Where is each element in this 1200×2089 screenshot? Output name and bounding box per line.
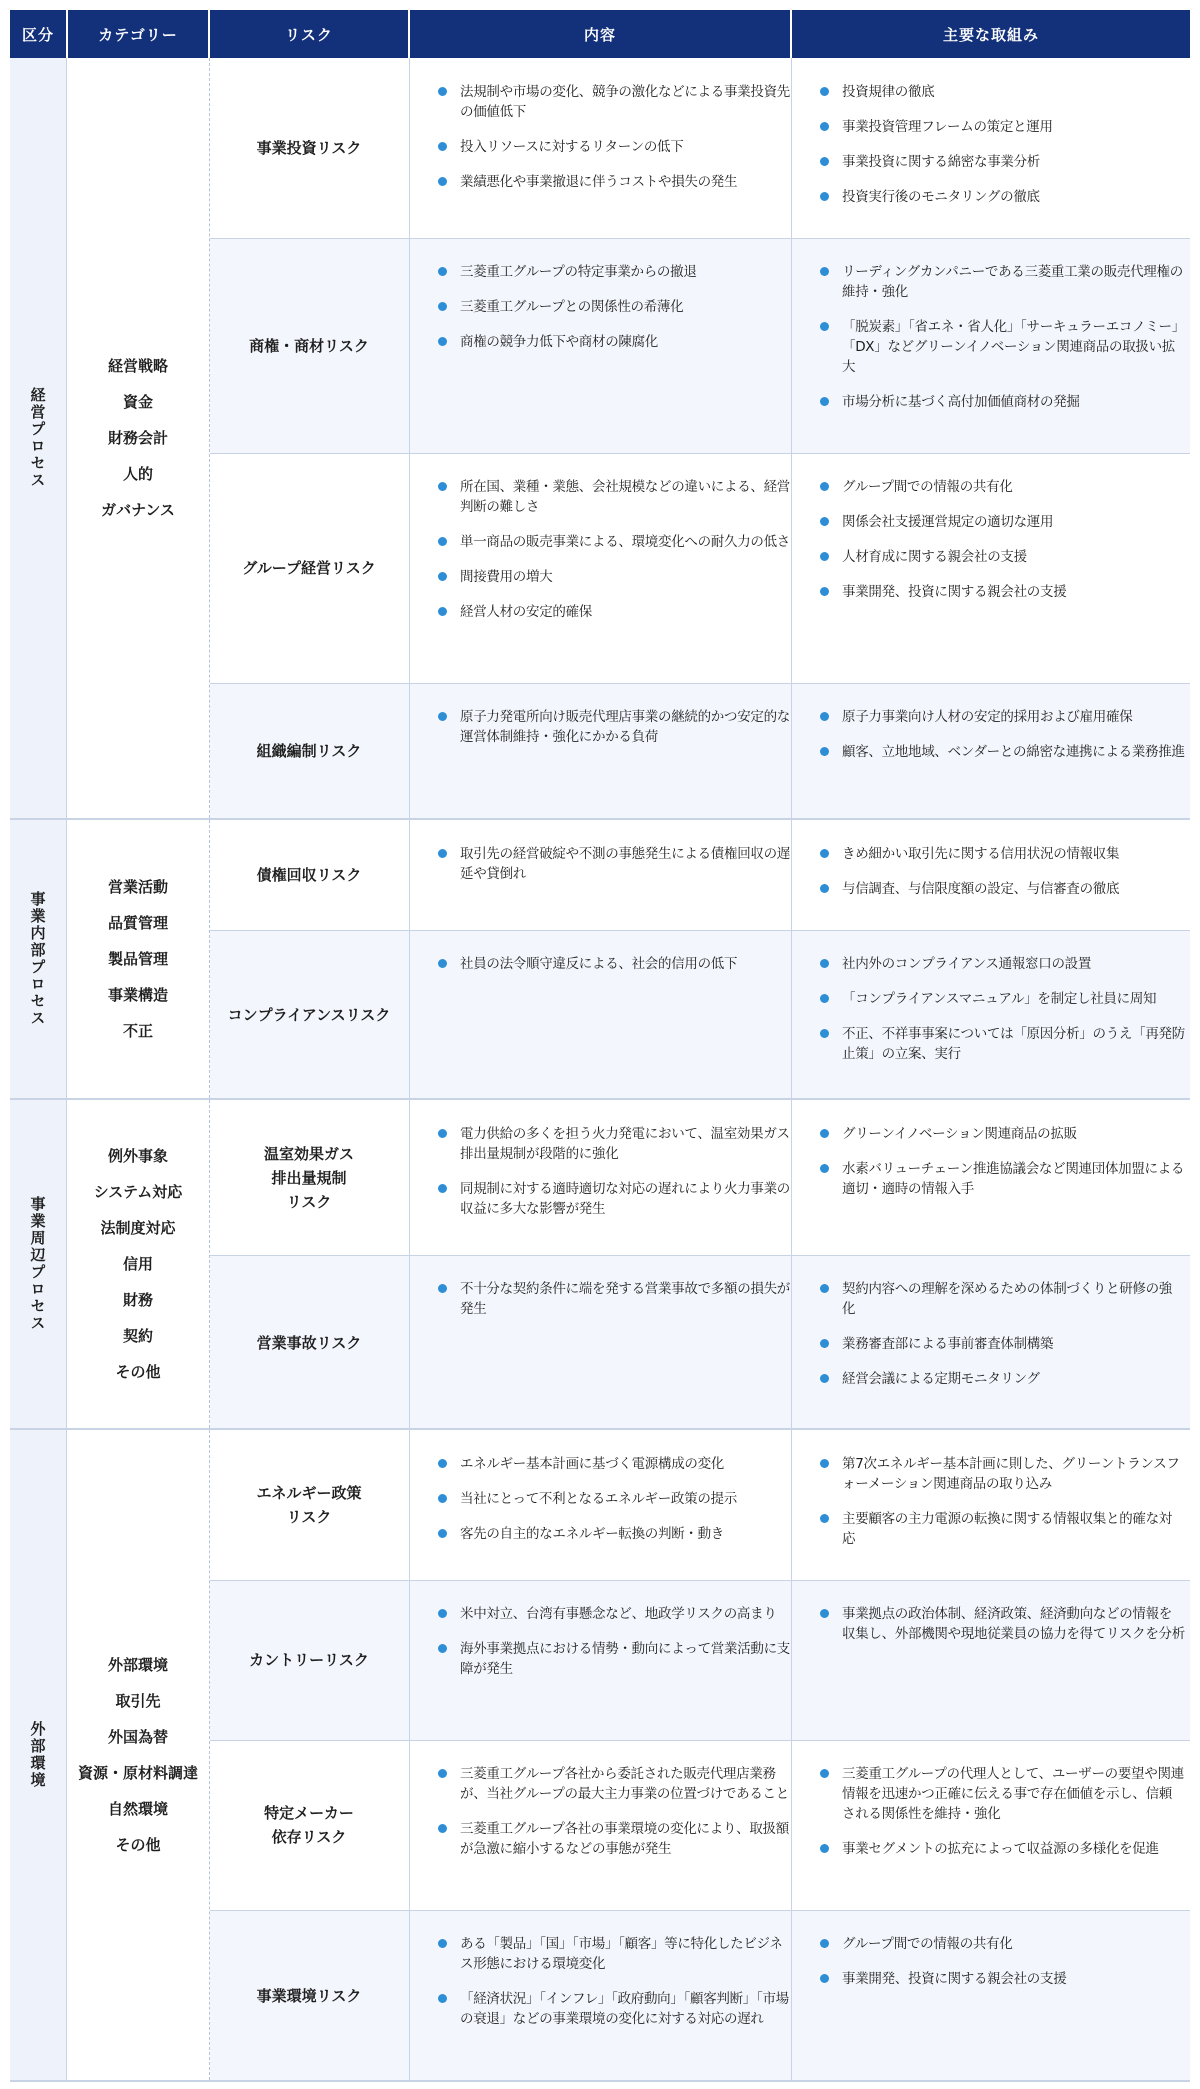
risk-name: 事業投資リスク: [256, 139, 362, 157]
bullet-icon: [438, 267, 447, 276]
header-risk: リスク: [210, 10, 408, 58]
naiyou-item: [438, 1454, 792, 1474]
torikumi-text: グループ間での情報の共有化: [842, 479, 1013, 495]
torikumi-text: 契約内容への理解を深めるための体制づくりと研修の強化: [842, 1281, 1172, 1317]
bullet-icon: [820, 157, 829, 166]
naiyou-item: [438, 137, 792, 157]
torikumi-text: 投資規律の徹底: [842, 84, 935, 100]
bullet-icon: [820, 1514, 829, 1523]
torikumi-text: 事業投資に関する綿密な事業分析: [842, 154, 1040, 170]
category-item: 外国為替: [107, 1728, 168, 1746]
bullet-icon: [820, 849, 829, 858]
naiyou-text: 単一商品の販売事業による、環境変化への耐久力の低さ: [460, 534, 790, 550]
torikumi-list: [820, 1764, 1185, 1874]
bullet-icon: [820, 1459, 829, 1468]
naiyou-text: 電力供給の多くを担う火力発電において、温室効果ガス排出量規制が段階的に強化: [460, 1126, 790, 1162]
naiyou-list: [438, 1124, 792, 1234]
section: [10, 1100, 1190, 1428]
torikumi-item: [820, 582, 1185, 602]
category-item: 営業活動: [107, 878, 168, 896]
naiyou-text: 客先の自主的なエネルギー転換の判断・動き: [460, 1526, 724, 1542]
header-kubun: 区分: [10, 10, 66, 58]
risk-name-cell: [210, 1255, 408, 1430]
naiyou-item: [438, 172, 792, 192]
divider: [409, 1430, 410, 1580]
naiyou-item: [438, 1764, 792, 1804]
category-item: 自然環境: [107, 1800, 168, 1818]
row-divider: [210, 1255, 1190, 1256]
torikumi-item: [820, 1509, 1185, 1549]
category-item: その他: [115, 1363, 161, 1381]
bullet-icon: [820, 122, 829, 131]
naiyou-text: 「経済状況」「インフレ」「政府動向」「顧客判断」「市場の衰退」などの事業環境の変化に対する対応の遅れ: [460, 1991, 789, 2027]
bullet-icon: [820, 587, 829, 596]
section-label: 外部環境: [28, 1721, 47, 1789]
naiyou-text: 同規制に対する適時適切な対応の遅れにより火力事業の収益に多大な影響が発生: [460, 1181, 790, 1217]
naiyou-item: [438, 532, 792, 552]
bullet-icon: [438, 959, 447, 968]
category-item: 不正: [122, 1022, 153, 1040]
bullet-icon: [438, 712, 447, 721]
naiyou-item: [438, 1179, 792, 1219]
naiyou-item: [438, 262, 792, 282]
naiyou-text: 経営人材の安定的確保: [460, 604, 592, 620]
torikumi-text: 事業投資管理フレームの策定と運用: [842, 119, 1053, 135]
risk-row: [210, 1910, 1190, 2082]
torikumi-text: グリーンイノベーション関連商品の拡販: [842, 1126, 1077, 1142]
bullet-icon: [438, 1994, 447, 2003]
bullet-icon: [438, 607, 447, 616]
divider: [409, 930, 410, 1100]
naiyou-list: [438, 844, 792, 899]
torikumi-list: [820, 1604, 1185, 1659]
naiyou-list: [438, 1279, 792, 1334]
torikumi-item: [820, 512, 1185, 532]
row-divider: [210, 1580, 1190, 1581]
naiyou-item: [438, 1934, 792, 1974]
torikumi-item: [820, 1334, 1185, 1354]
bullet-icon: [438, 1939, 447, 1948]
risk-row: [210, 1580, 1190, 1740]
bullet-icon: [438, 1129, 447, 1138]
risk-name: グループ経営リスク: [242, 559, 376, 577]
risk-row: [210, 58, 1190, 238]
naiyou-text: 取引先の経営破綻や不測の事態発生による債権回収の遅延や貸倒れ: [460, 846, 790, 882]
header-torikumi: 主要な取組み: [792, 10, 1190, 58]
risk-name: 商権・商材リスク: [249, 336, 369, 355]
risk-name-cell: [210, 453, 408, 683]
divider: [409, 683, 410, 818]
naiyou-item: [438, 1279, 792, 1319]
bullet-icon: [820, 397, 829, 406]
torikumi-list: [820, 707, 1185, 777]
bullet-icon: [820, 267, 829, 276]
naiyou-list: [438, 1764, 792, 1874]
naiyou-item: [438, 1124, 792, 1164]
divider: [409, 1910, 410, 2082]
category-item: 財務会計: [107, 429, 168, 447]
bullet-icon: [820, 87, 829, 96]
category-item: 事業構造: [107, 986, 168, 1004]
torikumi-item: [820, 187, 1185, 207]
naiyou-text: 当社にとって不利となるエネルギー政策の提示: [460, 1491, 737, 1507]
naiyou-text: 社員の法令順守違反による、社会的信用の低下: [460, 956, 738, 972]
section-divider: [10, 2080, 1190, 2082]
torikumi-text: 社内外のコンプライアンス通報窓口の設置: [842, 956, 1092, 972]
torikumi-text: 事業セグメントの拡充によって収益源の多様化を促進: [842, 1841, 1159, 1857]
category-item: 人的: [122, 465, 153, 483]
torikumi-item: [820, 1369, 1185, 1389]
section-label: 事業内部プロセス: [28, 891, 47, 1027]
naiyou-item: [438, 1989, 792, 2029]
category-list: [68, 1430, 208, 2080]
bullet-icon: [820, 1374, 829, 1383]
naiyou-list: [438, 82, 792, 207]
naiyou-text: 三菱重工グループの特定事業からの撤退: [460, 264, 697, 280]
bullet-icon: [820, 1129, 829, 1138]
bullet-icon: [820, 712, 829, 721]
torikumi-item: [820, 1124, 1185, 1144]
divider: [66, 1100, 67, 1428]
risk-row: [210, 820, 1190, 930]
naiyou-item: [438, 1489, 792, 1509]
bullet-icon: [438, 1284, 447, 1293]
naiyou-item: [438, 1819, 792, 1859]
bullet-icon: [438, 1459, 447, 1468]
divider: [409, 1740, 410, 1910]
row-divider: [210, 1910, 1190, 1911]
naiyou-text: 米中対立、台湾有事懸念など、地政学リスクの高まり: [460, 1606, 777, 1622]
bullet-icon: [438, 87, 447, 96]
section: [10, 820, 1190, 1098]
category-list: [68, 58, 208, 818]
torikumi-item: [820, 954, 1185, 974]
torikumi-list: [820, 1124, 1185, 1214]
naiyou-text: ある「製品」「国」「市場」「顧客」等に特化したビジネス形態における環境変化: [460, 1936, 783, 1972]
naiyou-text: 業績悪化や事業撤退に伴うコストや損失の発生: [460, 174, 738, 190]
torikumi-text: グループ間での情報の共有化: [842, 1936, 1013, 1952]
bullet-icon: [820, 322, 829, 331]
naiyou-list: [438, 262, 792, 367]
bullet-icon: [820, 517, 829, 526]
torikumi-list: [820, 262, 1185, 427]
section-label: 経営プロセス: [28, 387, 47, 489]
naiyou-list: [438, 954, 792, 989]
category-item: システム対応: [93, 1183, 183, 1201]
torikumi-text: 関係会社支援運営規定の適切な運用: [842, 514, 1054, 530]
naiyou-item: [438, 567, 792, 587]
category-item: 経営戦略: [107, 357, 168, 375]
risk-row: [210, 1430, 1190, 1580]
category-item: 資源・原材料調達: [77, 1764, 198, 1782]
naiyou-item: [438, 1604, 792, 1624]
category-item: その他: [115, 1836, 161, 1854]
risk-row: [210, 683, 1190, 818]
risk-name-cell: [210, 683, 408, 818]
naiyou-text: エネルギー基本計画に基づく電源構成の変化: [460, 1456, 724, 1472]
bullet-icon: [820, 1339, 829, 1348]
category-item: 外部環境: [107, 1656, 168, 1674]
bullet-icon: [820, 552, 829, 561]
row-divider: [210, 930, 1190, 931]
divider: [409, 1580, 410, 1740]
row-divider: [210, 238, 1190, 239]
torikumi-item: [820, 989, 1185, 1009]
risk-name: 組織編制リスク: [256, 741, 362, 760]
bullet-icon: [820, 959, 829, 968]
torikumi-text: 不正、不祥事事案については「原因分析」のうえ「再発防止策」の立案、実行: [842, 1026, 1185, 1062]
naiyou-text: 所在国、業種・業態、会社規模などの違いによる、経営判断の難しさ: [460, 479, 790, 515]
torikumi-item: [820, 262, 1185, 302]
torikumi-text: 投資実行後のモニタリングの徹底: [842, 189, 1040, 205]
torikumi-item: [820, 117, 1185, 137]
torikumi-text: リーディングカンパニーである三菱重工業の販売代理権の維持・強化: [842, 264, 1183, 300]
risk-name: 温室効果ガス 排出量規制 リスク: [263, 1144, 354, 1211]
risk-row: [210, 1100, 1190, 1255]
row-divider: [210, 683, 1190, 684]
torikumi-item: [820, 1604, 1185, 1644]
bullet-icon: [438, 1529, 447, 1538]
bullet-icon: [438, 849, 447, 858]
bullet-icon: [438, 177, 447, 186]
naiyou-text: 法規制や市場の変化、競争の激化などによる事業投資先の価値低下: [460, 84, 790, 120]
torikumi-list: [820, 844, 1185, 914]
torikumi-item: [820, 1969, 1185, 1989]
naiyou-text: 商権の競争力低下や商材の陳腐化: [460, 334, 658, 350]
category-item: 法制度対応: [100, 1219, 176, 1237]
category-item: 例外事象: [107, 1147, 168, 1165]
naiyou-text: 投入リソースに対するリターンの低下: [460, 139, 684, 155]
risk-name: エネルギー政策 リスク: [256, 1484, 362, 1526]
risk-name-cell: [210, 58, 408, 238]
naiyou-list: [438, 1934, 792, 2044]
category-item: 取引先: [115, 1692, 161, 1710]
naiyou-item: [438, 844, 792, 884]
row-divider: [210, 453, 1190, 454]
naiyou-list: [438, 1454, 792, 1559]
risk-row: [210, 1740, 1190, 1910]
section-label-cell: [10, 820, 66, 1098]
torikumi-text: 水素バリューチェーン推進協議会など関連団体加盟による適切・適時の情報入手: [842, 1161, 1185, 1197]
header-naiyou: 内容: [410, 10, 790, 58]
bullet-icon: [438, 1609, 447, 1618]
risk-name-cell: [210, 1740, 408, 1910]
bullet-icon: [820, 747, 829, 756]
section-label-cell: [10, 1430, 66, 2080]
divider: [66, 58, 67, 818]
bullet-icon: [820, 1164, 829, 1173]
torikumi-text: 主要顧客の主力電源の転換に関する情報収集と的確な対応: [842, 1511, 1172, 1547]
category-item: ガバナンス: [101, 501, 175, 519]
risk-name-cell: [210, 1100, 408, 1255]
torikumi-text: 事業開発、投資に関する親会社の支援: [842, 1971, 1067, 1987]
bullet-icon: [438, 1769, 447, 1778]
section-label-cell: [10, 1100, 66, 1428]
risk-row: [210, 930, 1190, 1100]
torikumi-text: 業務審査部による事前審査体制構築: [842, 1336, 1054, 1352]
bullet-icon: [438, 537, 447, 546]
bullet-icon: [820, 1769, 829, 1778]
torikumi-item: [820, 392, 1185, 412]
category-item: 信用: [122, 1255, 153, 1273]
torikumi-text: きめ細かい取引先に関する信用状況の情報収集: [842, 846, 1120, 862]
divider: [409, 58, 410, 238]
section: [10, 1430, 1190, 2080]
torikumi-text: 与信調査、与信限度額の設定、与信審査の徹底: [842, 881, 1120, 897]
risk-name-cell: [210, 1910, 408, 2082]
naiyou-list: [438, 707, 792, 762]
torikumi-item: [820, 547, 1185, 567]
naiyou-list: [438, 1604, 792, 1694]
naiyou-item: [438, 707, 792, 747]
naiyou-item: [438, 477, 792, 517]
naiyou-item: [438, 1524, 792, 1544]
naiyou-text: 三菱重工グループ各社の事業環境の変化により、取扱額が急激に縮小するなどの事態が発生: [460, 1821, 789, 1857]
torikumi-item: [820, 317, 1185, 377]
risk-name: 債権回収リスク: [256, 866, 362, 884]
torikumi-text: 「脱炭素」「省エネ・省人化」「サーキュラーエコノミー」「DX」などグリーンイノベーション関連商品の取扱い拡大: [842, 319, 1185, 375]
bullet-icon: [438, 1494, 447, 1503]
bullet-icon: [820, 1974, 829, 1983]
torikumi-item: [820, 1764, 1185, 1824]
risk-name-cell: [210, 238, 408, 453]
bullet-icon: [820, 994, 829, 1003]
torikumi-list: [820, 1454, 1185, 1564]
risk-name: 特定メーカー 依存リスク: [264, 1804, 354, 1846]
naiyou-item: [438, 297, 792, 317]
torikumi-list: [820, 1934, 1185, 2004]
torikumi-text: 事業拠点の政治体制、経済政策、経済動向などの情報を収集し、外部機関や現地従業員の協力を得てリスクを分析: [842, 1606, 1185, 1642]
bullet-icon: [438, 142, 447, 151]
torikumi-text: 「コンプライアンスマニュアル」を制定し社員に周知: [842, 991, 1157, 1007]
torikumi-item: [820, 82, 1185, 102]
divider: [409, 453, 410, 683]
divider: [409, 1100, 410, 1255]
risk-name: 事業環境リスク: [256, 1987, 362, 2005]
torikumi-item: [820, 844, 1185, 864]
bullet-icon: [438, 302, 447, 311]
naiyou-text: 不十分な契約条件に端を発する営業事故で多額の損失が発生: [460, 1281, 790, 1317]
torikumi-item: [820, 879, 1185, 899]
torikumi-item: [820, 477, 1185, 497]
risk-name-cell: [210, 1430, 408, 1580]
section-label-cell: [10, 58, 66, 818]
torikumi-list: [820, 954, 1185, 1079]
divider: [66, 820, 67, 1098]
risk-name: 営業事故リスク: [256, 1333, 362, 1352]
bullet-icon: [820, 482, 829, 491]
torikumi-item: [820, 1279, 1185, 1319]
naiyou-list: [438, 477, 792, 637]
torikumi-item: [820, 1454, 1185, 1494]
naiyou-item: [438, 82, 792, 122]
naiyou-text: 間接費用の増大: [460, 569, 553, 585]
torikumi-text: 顧客、立地地域、ベンダーとの綿密な連携による業務推進: [842, 744, 1185, 760]
risk-name-cell: [210, 930, 408, 1100]
risk-name-cell: [210, 820, 408, 930]
divider: [409, 820, 410, 930]
naiyou-text: 海外事業拠点における情勢・動向によって営業活動に支障が発生: [460, 1641, 790, 1677]
bullet-icon: [820, 1284, 829, 1293]
bullet-icon: [438, 337, 447, 346]
torikumi-text: 原子力事業向け人材の安定的採用および雇用確保: [842, 709, 1133, 725]
bullet-icon: [820, 1609, 829, 1618]
naiyou-item: [438, 332, 792, 352]
category-item: 資金: [122, 393, 153, 411]
divider: [409, 1255, 410, 1430]
bullet-icon: [820, 1939, 829, 1948]
category-list: [68, 820, 208, 1098]
naiyou-item: [438, 954, 792, 974]
torikumi-item: [820, 1024, 1185, 1064]
torikumi-text: 第7次エネルギー基本計画に則した、グリーントランスフォーメーション関連商品の取り込み: [842, 1456, 1180, 1492]
bullet-icon: [438, 1184, 447, 1193]
torikumi-text: 市場分析に基づく高付加価値商材の発掘: [842, 394, 1080, 410]
row-divider: [210, 1740, 1190, 1741]
risk-row: [210, 238, 1190, 453]
bullet-icon: [820, 884, 829, 893]
section: [10, 58, 1190, 818]
torikumi-item: [820, 707, 1185, 727]
bullet-icon: [820, 1844, 829, 1853]
torikumi-text: 経営会議による定期モニタリング: [842, 1371, 1040, 1387]
risk-row: [210, 1255, 1190, 1430]
torikumi-item: [820, 152, 1185, 172]
torikumi-list: [820, 477, 1185, 617]
torikumi-item: [820, 742, 1185, 762]
risk-name-cell: [210, 1580, 408, 1740]
category-item: 財務: [122, 1291, 153, 1309]
bullet-icon: [438, 572, 447, 581]
torikumi-item: [820, 1934, 1185, 1954]
torikumi-item: [820, 1839, 1185, 1859]
bullet-icon: [438, 482, 447, 491]
torikumi-list: [820, 1279, 1185, 1404]
naiyou-text: 三菱重工グループ各社から委託された販売代理店業務が、当社グループの最大主力事業の位置づけであること: [460, 1766, 789, 1802]
divider: [66, 1430, 67, 2080]
torikumi-list: [820, 82, 1185, 222]
torikumi-text: 事業開発、投資に関する親会社の支援: [842, 584, 1067, 600]
section-label: 事業周辺プロセス: [28, 1196, 47, 1332]
category-item: 品質管理: [107, 914, 168, 932]
category-list: [68, 1100, 208, 1428]
category-item: 契約: [122, 1327, 153, 1345]
risk-name: コンプライアンスリスク: [227, 1006, 391, 1024]
naiyou-text: 原子力発電所向け販売代理店事業の継続的かつ安定的な運営体制維持・強化にかかる負荷: [460, 709, 790, 745]
naiyou-item: [438, 1639, 792, 1679]
risk-name: カントリーリスク: [249, 1651, 369, 1669]
bullet-icon: [438, 1824, 447, 1833]
naiyou-item: [438, 602, 792, 622]
category-item: 製品管理: [107, 950, 168, 968]
torikumi-text: 人材育成に関する親会社の支援: [842, 549, 1027, 565]
divider: [409, 238, 410, 453]
naiyou-text: 三菱重工グループとの関係性の希薄化: [460, 299, 684, 315]
header-category: カテゴリー: [68, 10, 208, 58]
bullet-icon: [438, 1644, 447, 1653]
risk-row: [210, 453, 1190, 683]
torikumi-item: [820, 1159, 1185, 1199]
bullet-icon: [820, 192, 829, 201]
torikumi-text: 三菱重工グループの代理人として、ユーザーの要望や関連情報を迅速かつ正確に伝える事で存在価値を示し、信頼される関係性を維持・強化: [842, 1766, 1184, 1822]
bullet-icon: [820, 1029, 829, 1038]
